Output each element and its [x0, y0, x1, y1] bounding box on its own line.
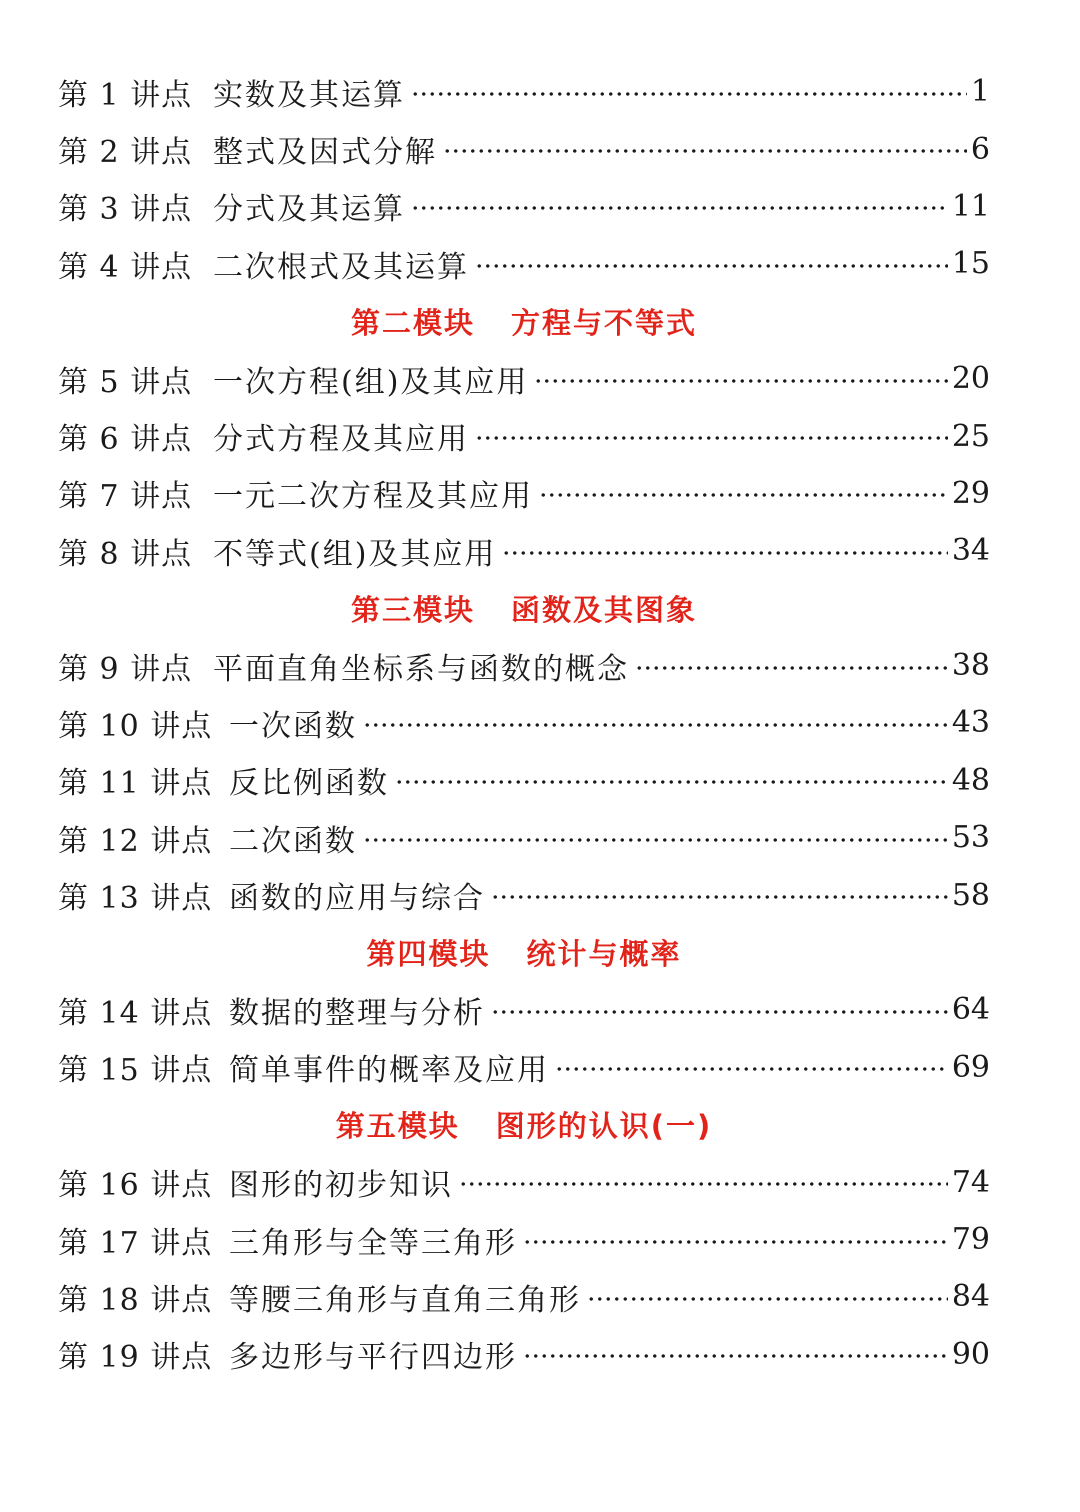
lecture-number: 第 8 讲点	[58, 536, 193, 572]
lecture-number: 第 12 讲点	[58, 823, 213, 859]
dot-leader	[635, 666, 948, 670]
dot-leader	[411, 92, 967, 96]
page-number: 79	[951, 1222, 990, 1257]
entry-title: 三角形与全等三角形	[229, 1225, 517, 1261]
page-number: 29	[951, 475, 990, 511]
toc-entry[interactable]	[58, 178, 990, 235]
toc-entry[interactable]	[58, 63, 990, 120]
page-number: 15	[951, 246, 990, 282]
toc-entry[interactable]	[58, 866, 990, 923]
lecture-number: 第 2 讲点	[58, 135, 193, 171]
module-heading	[58, 1096, 990, 1153]
toc-entry[interactable]	[58, 1268, 990, 1325]
toc-entry[interactable]	[58, 637, 990, 694]
entry-title: 等腰三角形与直角三角形	[229, 1282, 581, 1318]
dot-leader	[491, 1010, 948, 1014]
toc-entry[interactable]	[58, 1039, 990, 1096]
page-number: 25	[951, 418, 990, 454]
entry-title: 一次函数	[229, 708, 357, 744]
module-heading	[58, 293, 990, 350]
lecture-number: 第 16 讲点	[58, 1168, 213, 1204]
toc-entry[interactable]	[58, 981, 990, 1038]
toc-entry[interactable]	[58, 1153, 990, 1210]
lecture-number: 第 13 讲点	[58, 881, 213, 917]
lecture-number: 第 6 讲点	[58, 422, 193, 458]
page-number: 43	[951, 705, 990, 741]
entry-title: 不等式(组)及其应用	[213, 536, 497, 572]
lecture-number: 第 7 讲点	[58, 479, 193, 515]
entry-title: 图形的初步知识	[229, 1168, 453, 1204]
lecture-number: 第 3 讲点	[58, 192, 193, 228]
toc-entry[interactable]	[58, 809, 990, 866]
toc-entry[interactable]	[58, 407, 990, 464]
page-number: 64	[951, 992, 990, 1028]
page-number: 74	[951, 1164, 990, 1200]
page-number: 69	[951, 1049, 990, 1085]
entry-title: 整式及因式分解	[213, 135, 437, 171]
entry-title: 平面直角坐标系与函数的概念	[213, 651, 629, 687]
entry-title: 多边形与平行四边形	[229, 1340, 517, 1376]
lecture-number: 第 4 讲点	[58, 249, 193, 285]
lecture-number: 第 14 讲点	[58, 995, 213, 1031]
dot-leader	[363, 838, 948, 842]
entry-title: 函数的应用与综合	[229, 881, 485, 917]
entry-title: 反比例函数	[229, 766, 389, 802]
page-number: 58	[951, 877, 990, 913]
page-number: 84	[951, 1279, 990, 1315]
dot-leader	[363, 723, 948, 727]
dot-leader	[539, 493, 948, 497]
dot-leader	[411, 206, 948, 210]
page-number: 90	[951, 1336, 990, 1372]
toc-entry[interactable]	[58, 1211, 990, 1268]
dot-leader	[502, 551, 947, 555]
toc-entry[interactable]	[58, 120, 990, 177]
toc-entry[interactable]	[58, 350, 990, 407]
page-number: 6	[970, 131, 990, 167]
module-heading	[58, 924, 990, 981]
toc-entry[interactable]	[58, 694, 990, 751]
page-number: 11	[951, 188, 990, 224]
module-number: 第三模块	[350, 592, 475, 627]
module-title: 函数及其图象	[511, 592, 698, 627]
dot-leader	[587, 1297, 948, 1301]
module-number: 第二模块	[350, 305, 475, 340]
toc-entry[interactable]	[58, 522, 990, 579]
dot-leader	[555, 1067, 948, 1071]
module-heading	[58, 580, 990, 637]
module-number: 第四模块	[366, 937, 491, 972]
page-number: 53	[951, 820, 990, 856]
entry-title: 简单事件的概率及应用	[229, 1053, 549, 1089]
entry-title: 一次方程(组)及其应用	[213, 364, 529, 400]
dot-leader	[534, 379, 947, 383]
entry-title: 实数及其运算	[213, 77, 405, 113]
entry-title: 分式及其运算	[213, 192, 405, 228]
entry-title: 一元二次方程及其应用	[213, 479, 533, 515]
dot-leader	[523, 1354, 948, 1358]
page-number: 48	[951, 762, 990, 798]
dot-leader	[491, 895, 948, 899]
lecture-number: 第 19 讲点	[58, 1340, 213, 1376]
toc-entry[interactable]	[58, 465, 990, 522]
page-number: 1	[970, 74, 990, 110]
lecture-number: 第 18 讲点	[58, 1282, 213, 1318]
module-title: 图形的认识(一)	[495, 1109, 713, 1144]
lecture-number: 第 1 讲点	[58, 77, 193, 113]
page-number: 20	[951, 361, 990, 397]
page-number: 38	[951, 648, 990, 684]
toc-entry[interactable]	[58, 1326, 990, 1383]
lecture-number: 第 17 讲点	[58, 1225, 213, 1261]
lecture-number: 第 9 讲点	[58, 651, 193, 687]
lecture-number: 第 11 讲点	[58, 766, 213, 802]
module-title: 方程与不等式	[511, 305, 698, 340]
dot-leader	[459, 1182, 948, 1186]
dot-leader	[523, 1240, 948, 1244]
entry-title: 分式方程及其应用	[213, 422, 469, 458]
module-title: 统计与概率	[526, 937, 682, 972]
toc-entry[interactable]	[58, 235, 990, 292]
entry-title: 数据的整理与分析	[229, 995, 485, 1031]
page-number: 34	[951, 533, 990, 569]
entry-title: 二次函数	[229, 823, 357, 859]
dot-leader	[443, 149, 967, 153]
dot-leader	[475, 264, 948, 268]
lecture-number: 第 15 讲点	[58, 1053, 213, 1089]
lecture-number: 第 10 讲点	[58, 708, 213, 744]
table-of-contents	[58, 63, 990, 1383]
lecture-number: 第 5 讲点	[58, 364, 193, 400]
module-number: 第五模块	[335, 1109, 460, 1144]
entry-title: 二次根式及其运算	[213, 249, 469, 285]
dot-leader	[475, 436, 948, 440]
toc-entry[interactable]	[58, 752, 990, 809]
dot-leader	[395, 780, 948, 784]
